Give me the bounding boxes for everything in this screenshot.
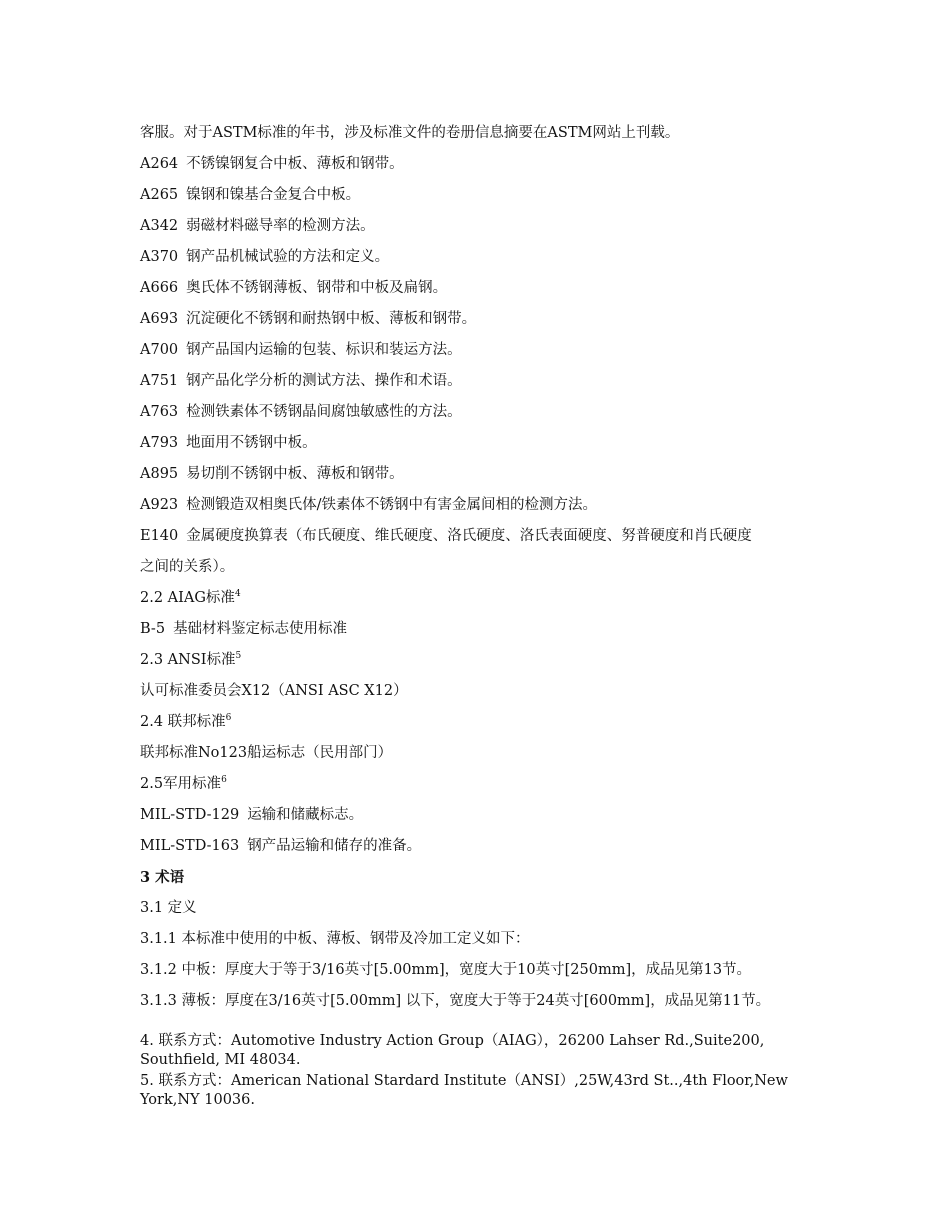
list-item [140,304,820,335]
standard-title: 钢产品运输和储存的准备。 [247,838,422,854]
standard-title: 沉淀硬化不锈钢和耐热钢中板、薄板和钢带。 [186,311,477,327]
standard-code: A265 [140,187,179,203]
standard-code: A666 [140,280,179,296]
standard-code: MIL-STD-163 [140,838,240,854]
footnote: 4. 联系方式：Automotive Industry Action Group（AIAG），26200 Lahser Rd.,Suite200, Southfield, MI 48034. [140,1033,765,1068]
standard-code: A370 [140,249,179,265]
standard-title: 钢产品国内运输的包装、标识和装运方法。 [186,342,462,358]
standard-code: A895 [140,466,179,482]
list-item [140,459,820,490]
list-item [140,800,820,831]
list-item [140,831,820,862]
section-heading-federal: 2.4 联邦标准$^6$ [140,713,232,730]
standard-title: 镍钢和镍基合金复合中板。 [186,187,361,203]
astm-standards-list [140,149,820,583]
footnotes [140,1032,820,1112]
standard-code: A700 [140,342,179,358]
definition-item: 3.1.3 薄板：厚度在3/16英寸[5.00mm] 以下，宽度大于等于24英寸[600mm]，成品见第11节。 [140,993,771,1009]
list-item [140,428,820,459]
list-item: 联邦标准No123船运标志（民用部门） [140,745,393,761]
intro-paragraph: 客服。对于ASTM标准的年书，涉及标准文件的卷册信息摘要在ASTM网站上刊载。 [140,125,680,141]
footnote: 5. 联系方式：American National Stardard Institute（ANSI）,25W,43rd St..,4th Floor,New York,NY 10036. [140,1073,788,1108]
footnote-ref: 5 [235,651,242,662]
standard-code: A264 [140,156,179,172]
standard-code: E140 [140,528,179,544]
list-item [140,490,820,521]
standard-title: 弱磁材料磁导率的检测方法。 [186,218,375,234]
standard-title: 检测铁素体不锈钢晶间腐蚀敏感性的方法。 [186,404,462,420]
definition-item: 3.1.2 中板：厚度大于等于3/16英寸[5.00mm]，宽度大于10英寸[250mm]，成品见第13节。 [140,962,752,978]
list-item [140,335,820,366]
list-item [140,366,820,397]
document-body [140,118,820,1017]
standard-title: 金属硬度换算表（布氏硬度、维氏硬度、洛氏硬度、洛氏表面硬度、努普硬度和肖氏硬度 [186,528,752,544]
standard-title: 不锈镍钢复合中板、薄板和钢带。 [186,156,404,172]
footnote-ref: 6 [225,713,232,724]
list-item [140,242,820,273]
list-item [140,149,820,180]
standard-title: 基础材料鉴定标志使用标准 [173,621,348,637]
footnote-ref: 4 [234,589,241,600]
standard-title: 检测锻造双相奥氏体/铁素体不锈钢中有害金属间相的检测方法。 [186,497,598,513]
footnote-ref: 6 [221,775,227,786]
standard-code: A923 [140,497,179,513]
section-heading-ansi: 2.3 ANSI标准$^5$ [140,651,242,668]
standard-title: 易切削不锈钢中板、薄板和钢带。 [186,466,404,482]
standard-title: 钢产品化学分析的测试方法、操作和术语。 [186,373,462,389]
standard-code: A793 [140,435,179,451]
list-item [140,273,820,304]
list-item [140,614,820,645]
standard-title: 运输和储藏标志。 [247,807,364,823]
standard-code: B-5 [140,621,166,637]
standard-code: A763 [140,404,179,420]
section-heading-aiag: 2.2 AIAG标准$^4$ [140,589,241,606]
list-item [140,397,820,428]
standard-title: 钢产品机械试验的方法和定义。 [186,249,390,265]
list-item [140,211,820,242]
standard-code: A693 [140,311,179,327]
list-item [140,521,820,552]
section-heading-military: 2.5军用标准$^6$ [140,775,227,792]
list-item: 认可标准委员会X12（ANSI ASC X12） [140,683,408,699]
standard-code: A751 [140,373,179,389]
section-heading-terms: 3 术语 [140,869,185,886]
standard-title: 地面用不锈钢中板。 [186,435,317,451]
standard-code: A342 [140,218,179,234]
definition-item: 3.1.1 本标准中使用的中板、薄板、钢带及冷加工定义如下： [140,931,530,947]
list-item-continuation: 之间的关系）。 [140,559,235,575]
standard-title: 奥氏体不锈钢薄板、钢带和中板及扁钢。 [186,280,448,296]
standard-code: MIL-STD-129 [140,807,240,823]
list-item [140,180,820,211]
subsection-heading: 3.1 定义 [140,900,197,916]
